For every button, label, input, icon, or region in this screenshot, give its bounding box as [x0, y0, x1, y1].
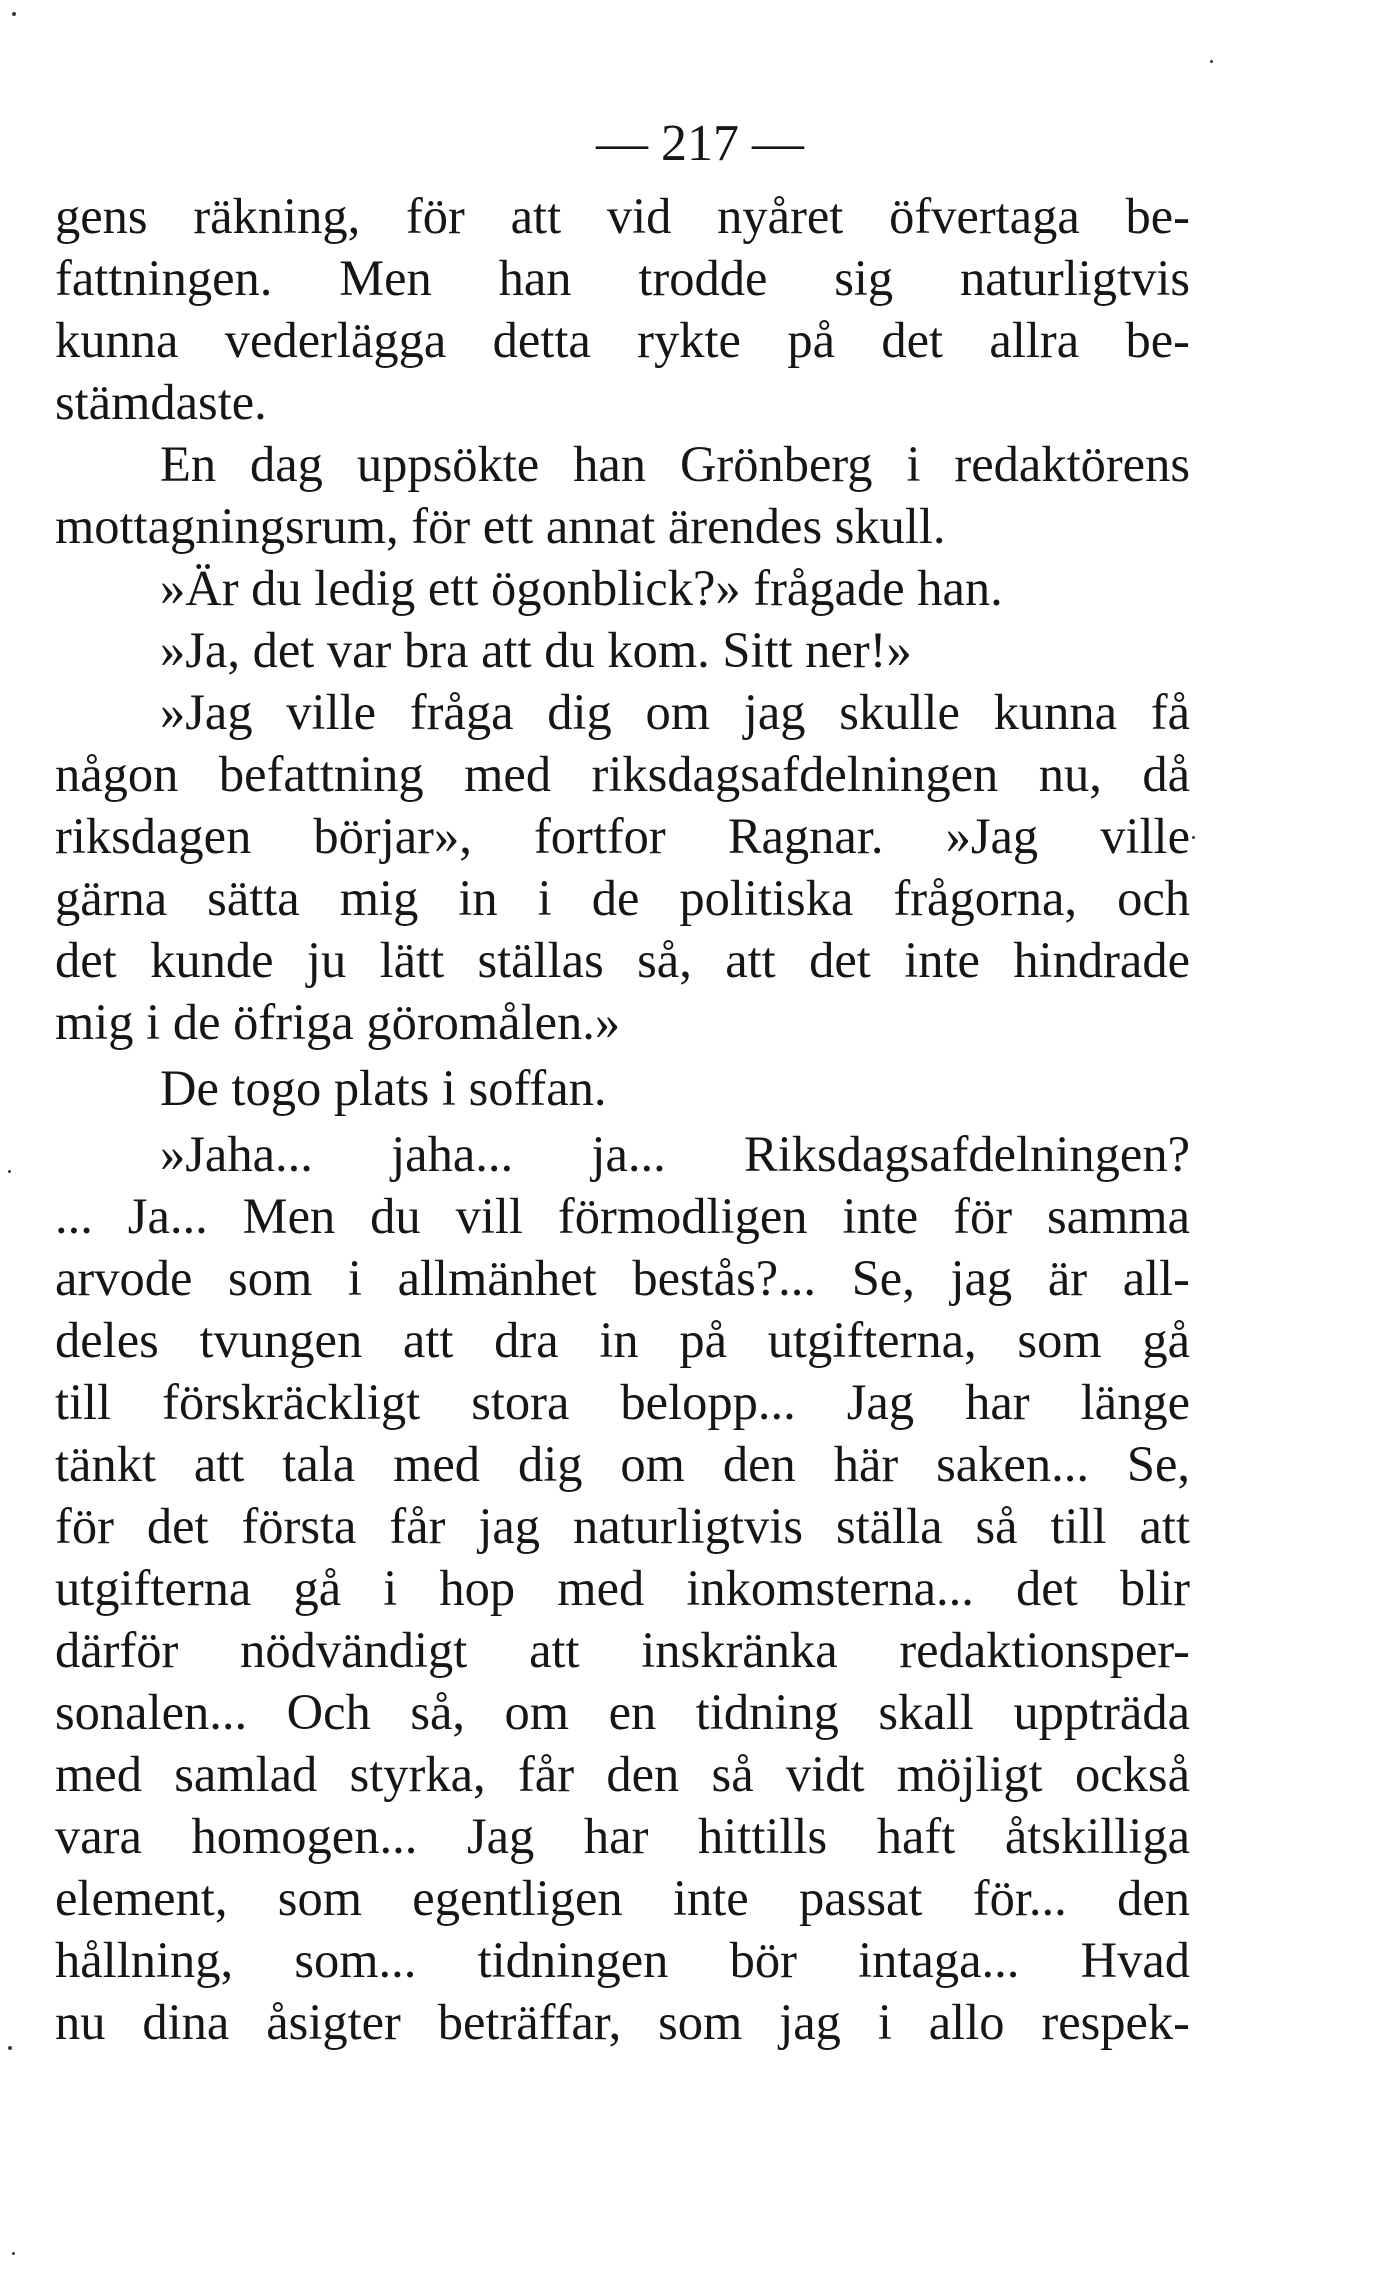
text-line: utgifterna gå i hop med inkomsterna... det blir: [55, 1560, 1190, 1616]
text-line: därför nödvändigt att inskränka redaktionsper-: [55, 1622, 1190, 1678]
text-line: element, som egentligen inte passat för... den: [55, 1870, 1190, 1926]
text-line: tänkt att tala med dig om den här saken... Se,: [55, 1436, 1190, 1492]
scan-speck: [1210, 60, 1213, 63]
text-line: De togo plats i soffan.: [160, 1060, 607, 1116]
text-line: för det första får jag naturligtvis ställa så till att: [55, 1498, 1190, 1554]
text-line: fattningen. Men han trodde sig naturligtvis: [55, 250, 1190, 306]
text-line: »Jag ville fråga dig om jag skulle kunna få: [160, 684, 1190, 740]
text-line: vara homogen... Jag har hittills haft åtskilliga: [55, 1808, 1190, 1864]
text-line: En dag uppsökte han Grönberg i redaktörens: [160, 436, 1190, 492]
page-number: — 217 —: [596, 115, 804, 172]
scan-speck: [8, 1170, 11, 1173]
text-line: det kunde ju lätt ställas så, att det inte hindrade: [55, 932, 1190, 988]
text-line: någon befattning med riksdagsafdelningen nu, då: [55, 746, 1190, 802]
text-line: nu dina åsigter beträffar, som jag i allo respek-: [55, 1994, 1190, 2050]
text-line: mig i de öfriga göromålen.»: [55, 994, 621, 1050]
text-line: hållning, som... tidningen bör intaga... Hvad: [55, 1932, 1190, 1988]
scan-speck: [8, 2046, 12, 2050]
text-line: med samlad styrka, får den så vidt möjligt också: [55, 1746, 1190, 1802]
text-line: riksdagen börjar», fortfor Ragnar. »Jag ville: [55, 808, 1190, 864]
scan-speck: [12, 2252, 15, 2255]
text-line: »Är du ledig ett ögonblick?» frågade han.: [160, 560, 1003, 616]
text-line: »Ja, det var bra att du kom. Sitt ner!»: [160, 622, 912, 678]
text-line: gärna sätta mig in i de politiska frågorna, och: [55, 870, 1190, 926]
scan-speck: [12, 12, 16, 16]
text-line: kunna vederlägga detta rykte på det allra be-: [55, 312, 1190, 368]
text-line: stämdaste.: [55, 374, 267, 430]
text-line: gens räkning, för att vid nyåret öfvertaga be-: [55, 188, 1190, 244]
text-line: till förskräckligt stora belopp... Jag har länge: [55, 1374, 1190, 1430]
text-line: mottagningsrum, för ett annat ärendes skull.: [55, 498, 946, 554]
scan-speck: [1192, 836, 1195, 839]
text-line: »Jaha... jaha... ja... Riksdagsafdelningen?: [160, 1126, 1190, 1182]
text-line: arvode som i allmänhet bestås?... Se, jag är all-: [55, 1250, 1190, 1306]
text-line: ... Ja... Men du vill förmodligen inte för samma: [55, 1188, 1190, 1244]
text-line: deles tvungen att dra in på utgifterna, som gå: [55, 1312, 1190, 1368]
text-line: sonalen... Och så, om en tidning skall uppträda: [55, 1684, 1190, 1740]
body-text: [55, 185, 1190, 2053]
